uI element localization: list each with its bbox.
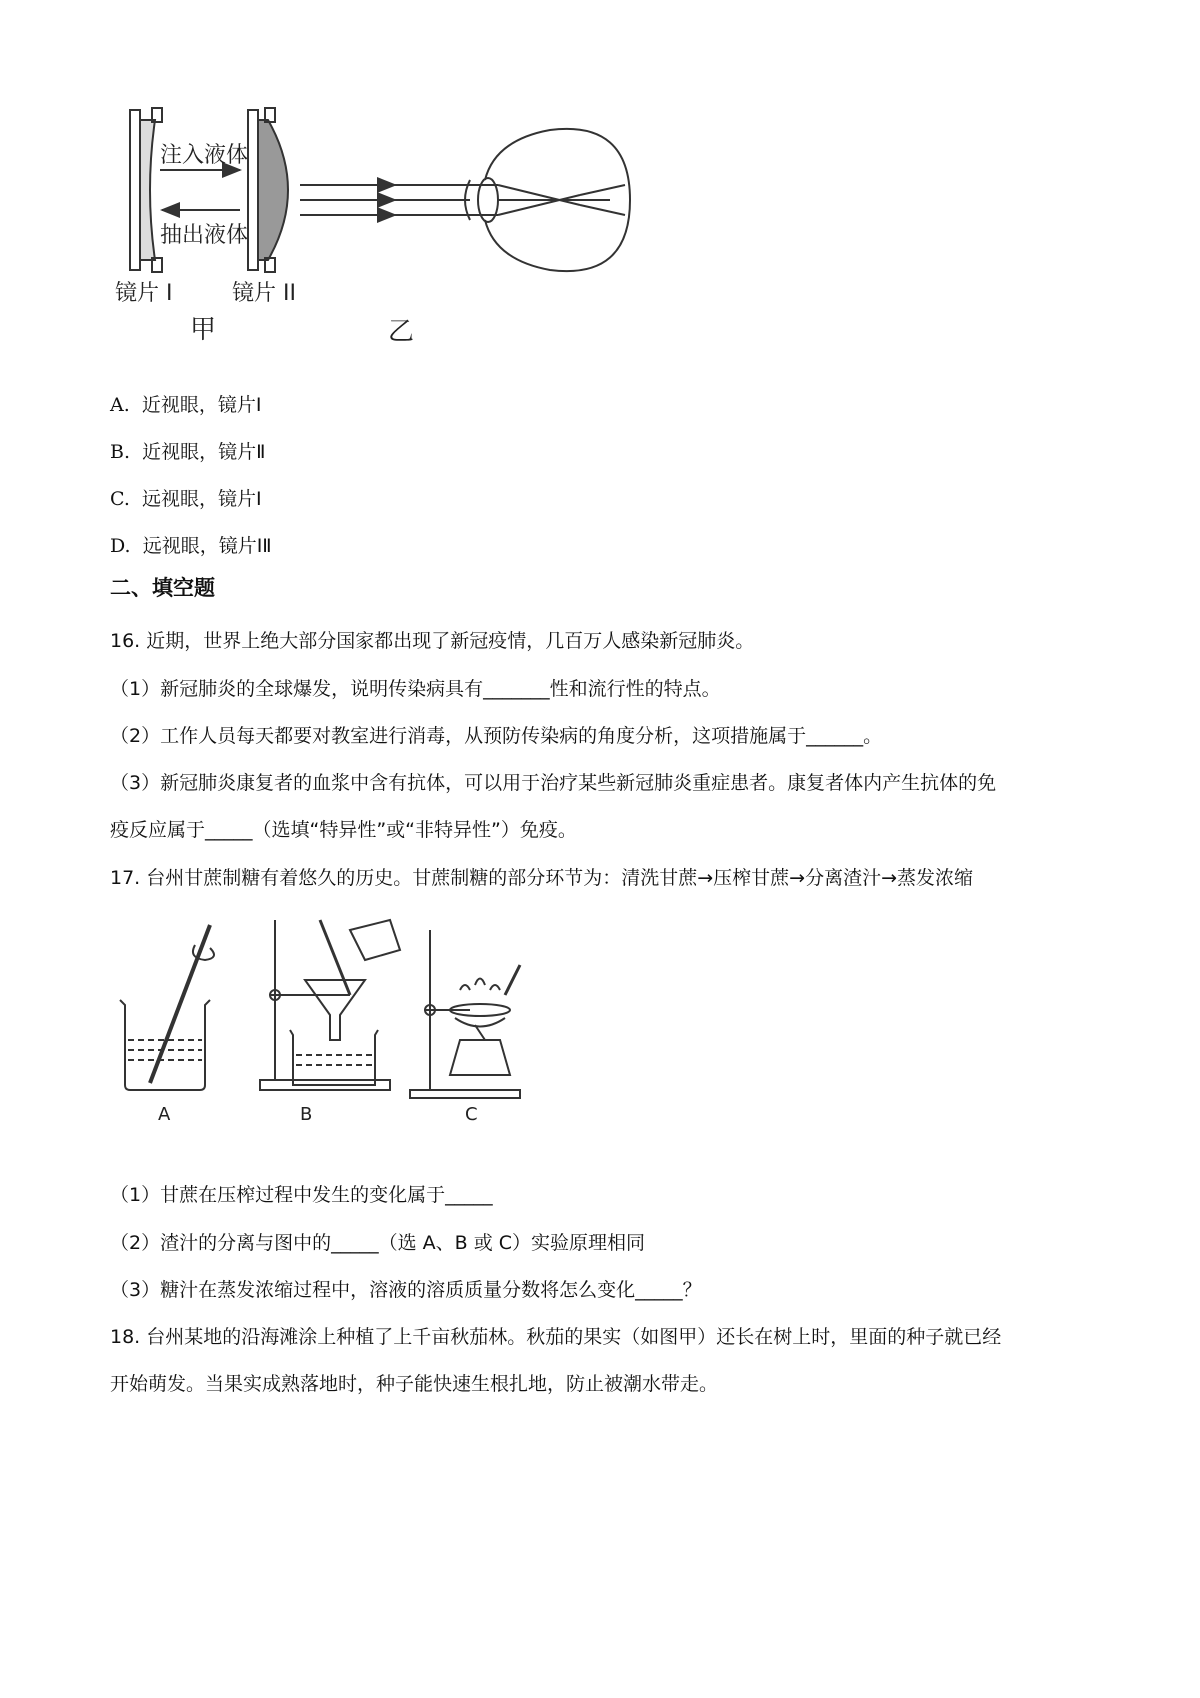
apparatus-c	[410, 930, 520, 1098]
q16-part-2: （2）工作人员每天都要对教室进行消毒，从预防传染病的角度分析，这项措施属于______。	[110, 725, 883, 747]
option-letter: B.	[110, 441, 131, 463]
q18-line-1: 18. 台州某地的沿海滩涂上种植了上千亩秋茄林。秋茄的果实（如图甲）还长在树上时，里面的种子就已经	[110, 1326, 1002, 1348]
light-rays	[300, 185, 470, 215]
option-text: 远视眼，镜片Ⅰ	[142, 488, 262, 510]
option-a	[110, 390, 261, 417]
option-letter: C.	[110, 488, 130, 510]
q16-part-1: （1）新冠肺炎的全球爆发，说明传染病具有_______性和流行性的特点。	[110, 678, 721, 700]
liquid-in-label: 注入液体	[160, 143, 249, 168]
eye-diagram	[465, 129, 630, 271]
yi-label: 乙	[388, 317, 415, 347]
q17-stem: 17. 台州甘蔗制糖有着悠久的历史。甘蔗制糖的部分环节为：清洗甘蔗→压榨甘蔗→分离渣汁→蒸发浓缩	[110, 867, 974, 889]
jia-label: 甲	[190, 315, 217, 345]
lab-apparatus-figure	[110, 900, 580, 1130]
option-letter: D.	[110, 535, 131, 557]
section-title: 二、填空题	[110, 576, 215, 600]
label-b: B	[300, 1104, 313, 1125]
label-c: C	[465, 1104, 478, 1125]
liquid-out-label: 抽出液体	[160, 223, 249, 248]
lens-1-label: 镜片 I	[115, 281, 173, 306]
option-letter: A.	[110, 394, 130, 416]
option-text: 近视眼，镜片Ⅰ	[141, 394, 262, 416]
option-text: 远视眼，镜片ⅠⅡ	[142, 535, 272, 557]
lens-1-shape	[130, 108, 162, 272]
q16-stem: 16. 近期，世界上绝大部分国家都出现了新冠疫情，几百万人感染新冠肺炎。	[110, 630, 755, 652]
q16-part-3b: 疫反应属于_____（选填“特异性”或“非特异性”）免疫。	[110, 819, 577, 841]
option-text: 近视眼，镜片Ⅱ	[142, 441, 266, 463]
option-c	[110, 484, 262, 511]
q18-line-2: 开始萌发。当果实成熟落地时，种子能快速生根扎地，防止被潮水带走。	[110, 1373, 719, 1395]
q17-part-1: （1）甘蔗在压榨过程中发生的变化属于_____	[110, 1184, 493, 1206]
q16-part-3a: （3）新冠肺炎康复者的血浆中含有抗体，可以用于治疗某些新冠肺炎重症患者。康复者体内产生抗体的免	[110, 772, 997, 794]
lens-2-shape	[248, 108, 288, 272]
apparatus-b	[260, 920, 400, 1090]
apparatus-a	[120, 925, 214, 1090]
q17-part-2: （2）渣汁的分离与图中的_____（选 A、B 或 C）实验原理相同	[110, 1232, 646, 1254]
option-d	[110, 531, 272, 558]
q17-part-3: （3）糖汁在蒸发浓缩过程中，溶液的溶质质量分数将怎么变化_____？	[110, 1279, 702, 1301]
lens-2-label: 镜片 II	[232, 281, 296, 306]
label-a: A	[158, 1104, 171, 1125]
option-b	[110, 437, 265, 464]
lens-eye-figure	[110, 100, 670, 370]
